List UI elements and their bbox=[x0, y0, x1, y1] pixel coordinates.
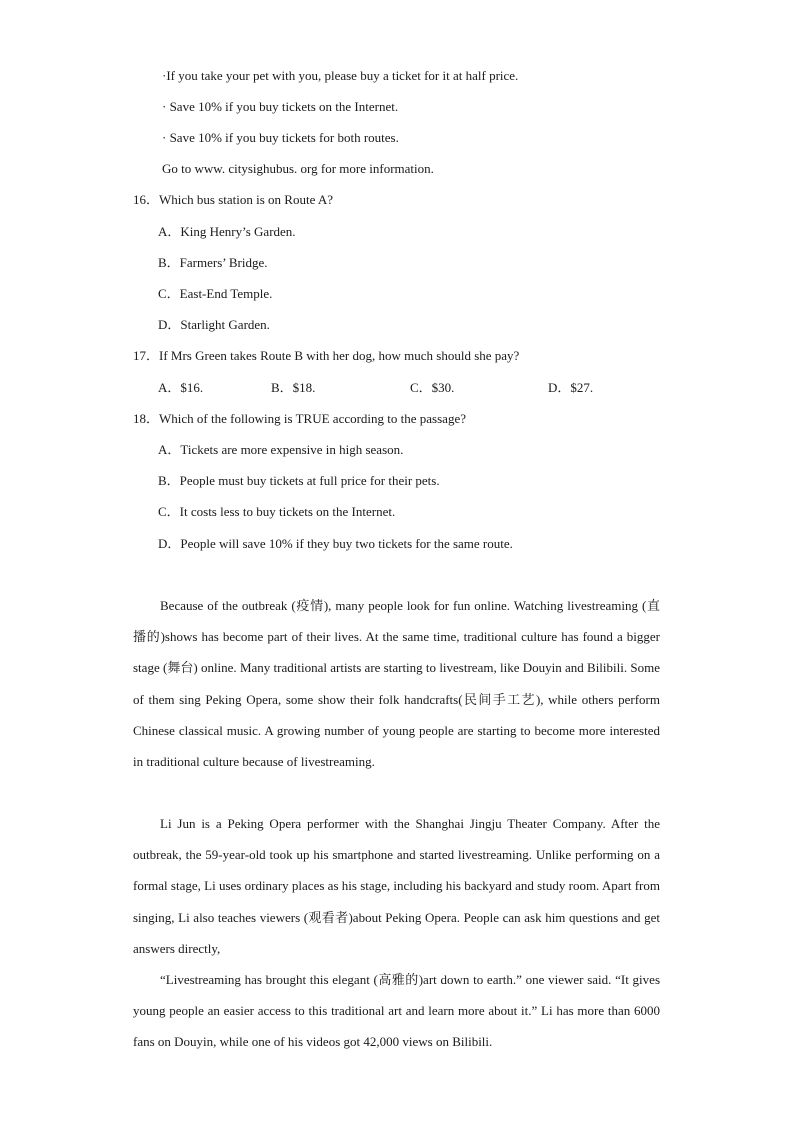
paragraph-text: Li Jun is a Peking Opera performer with the Shanghai Jingju Theater Company. After the outbreak, the 59-year-old took up his smartphone and started livestreaming. Unlike performing on a formal stage, Li uses ordinary places as his stage, including his backyard and study room. Apart from singing, Li also teaches viewers (观看者)about Peking Opera. People can ask him questions and get answers directly, bbox=[133, 816, 660, 956]
option-d: D．People will save 10% if they buy two tickets for the same route. bbox=[158, 536, 513, 551]
question-stem: 16．Which bus station is on Route A? bbox=[133, 192, 334, 207]
option-d: D．Starlight Garden. bbox=[158, 317, 270, 332]
note-pet-ticket: ·If you take your pet with you, please buy a ticket for it at half price. bbox=[162, 68, 519, 83]
note-internet-discount: · Save 10% if you buy tickets on the Internet. bbox=[162, 99, 399, 114]
passage-paragraph-2 bbox=[133, 808, 660, 964]
option-b: B．People must buy tickets at full price for their pets. bbox=[158, 473, 440, 488]
question-stem: 17．If Mrs Green takes Route B with her dog, how much should she pay? bbox=[133, 348, 520, 363]
option-a: A．$16. bbox=[158, 380, 204, 395]
option-c: C．It costs less to buy tickets on the Internet. bbox=[158, 504, 396, 519]
note-website: Go to www. citysighubus. org for more information. bbox=[162, 161, 434, 176]
question-stem: 18．Which of the following is TRUE according to the passage? bbox=[133, 411, 466, 426]
paragraph-text: Because of the outbreak (疫情), many people look for fun online. Watching livestreaming (直播的)shows has become part of their lives. At the same time, traditional culture has found a bigger stage (舞台) online. Many traditional artists are starting to livestream, like Douyin and Bilibili. Some of them sing Peking Opera, some show their folk handcrafts(民间手工艺), while others perform Chinese classical music. A growing number of young people are starting to become more interested in traditional culture because of livestreaming. bbox=[133, 598, 660, 770]
passage-paragraph-1 bbox=[133, 590, 660, 777]
option-c: C．East-End Temple. bbox=[158, 286, 273, 301]
option-row bbox=[158, 380, 678, 396]
option-c: C．$30. bbox=[410, 380, 455, 395]
option-b: B．$18. bbox=[271, 380, 316, 395]
option-b: B．Farmers’ Bridge. bbox=[158, 255, 268, 270]
option-a: A．Tickets are more expensive in high season. bbox=[158, 442, 404, 457]
option-d: D．$27. bbox=[548, 380, 594, 395]
option-a: A．King Henry’s Garden. bbox=[158, 224, 296, 239]
paragraph-text: “Livestreaming has brought this elegant (高雅的)art down to earth.” one viewer said. “It gives young people an easier access to this traditional art and learn more about it.” Li has more than 6000 fans on Douyin, while one of his videos got 42,000 views on Bilibili. bbox=[133, 972, 660, 1050]
note-both-routes-discount: · Save 10% if you buy tickets for both routes. bbox=[162, 130, 399, 145]
passage-paragraph-3 bbox=[133, 964, 660, 1058]
